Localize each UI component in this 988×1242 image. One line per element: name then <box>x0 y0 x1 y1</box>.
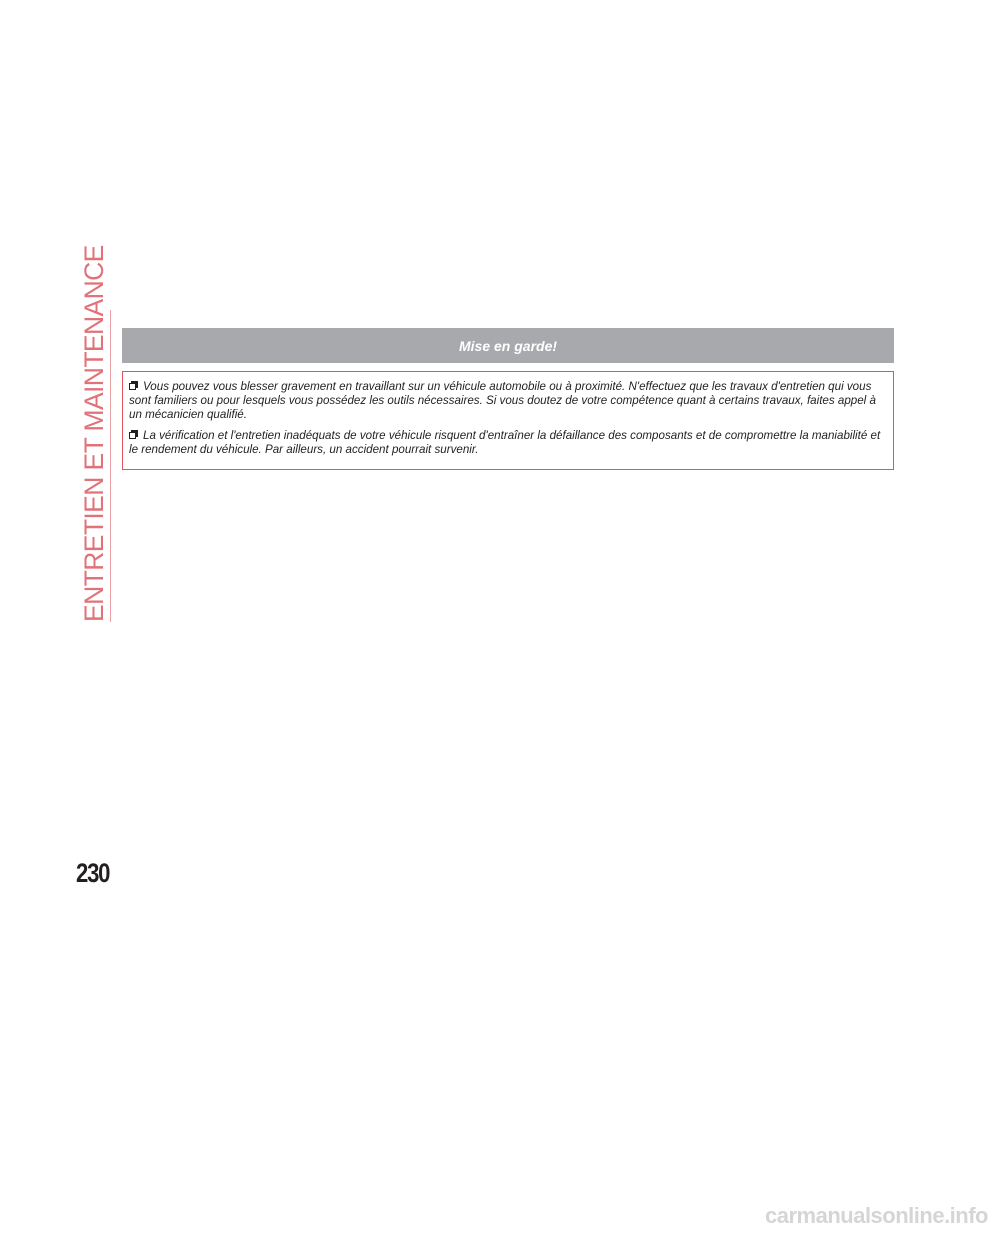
watermark: carmanualsonline.info <box>765 1203 988 1228</box>
page-number: 230 <box>76 858 110 888</box>
warning-header <box>122 328 894 363</box>
warning-box <box>122 371 894 470</box>
warning-item <box>129 380 887 422</box>
checkbox-bullet-icon <box>129 430 139 440</box>
section-tab <box>76 245 112 622</box>
warning-item-text: Vous pouvez vous blesser gravement en travaillant sur un véhicule automobile ou à proximité. N'effectuez que les travaux d'entretien qui vous sont familiers ou pour lesquels vous possédez les outils nécessaires. Si vous doutez de votre compétence quant à certains travaux, faites appel à un mécanicien qualifié. <box>129 380 876 421</box>
section-tab-divider <box>110 310 111 622</box>
warning-title: Mise en garde! <box>458 337 558 354</box>
section-tab-label: ENTRETIEN ET MAINTENANCE <box>79 245 109 622</box>
warning-item-text: La vérification et l'entretien inadéquats de votre véhicule risquent d'entraîner la défaillance des composants et de compromettre la maniabilité et le rendement du véhicule. Par ailleurs, un accident pourrait survenir. <box>129 429 881 456</box>
checkbox-bullet-icon <box>129 381 139 391</box>
warning-item <box>129 429 887 457</box>
